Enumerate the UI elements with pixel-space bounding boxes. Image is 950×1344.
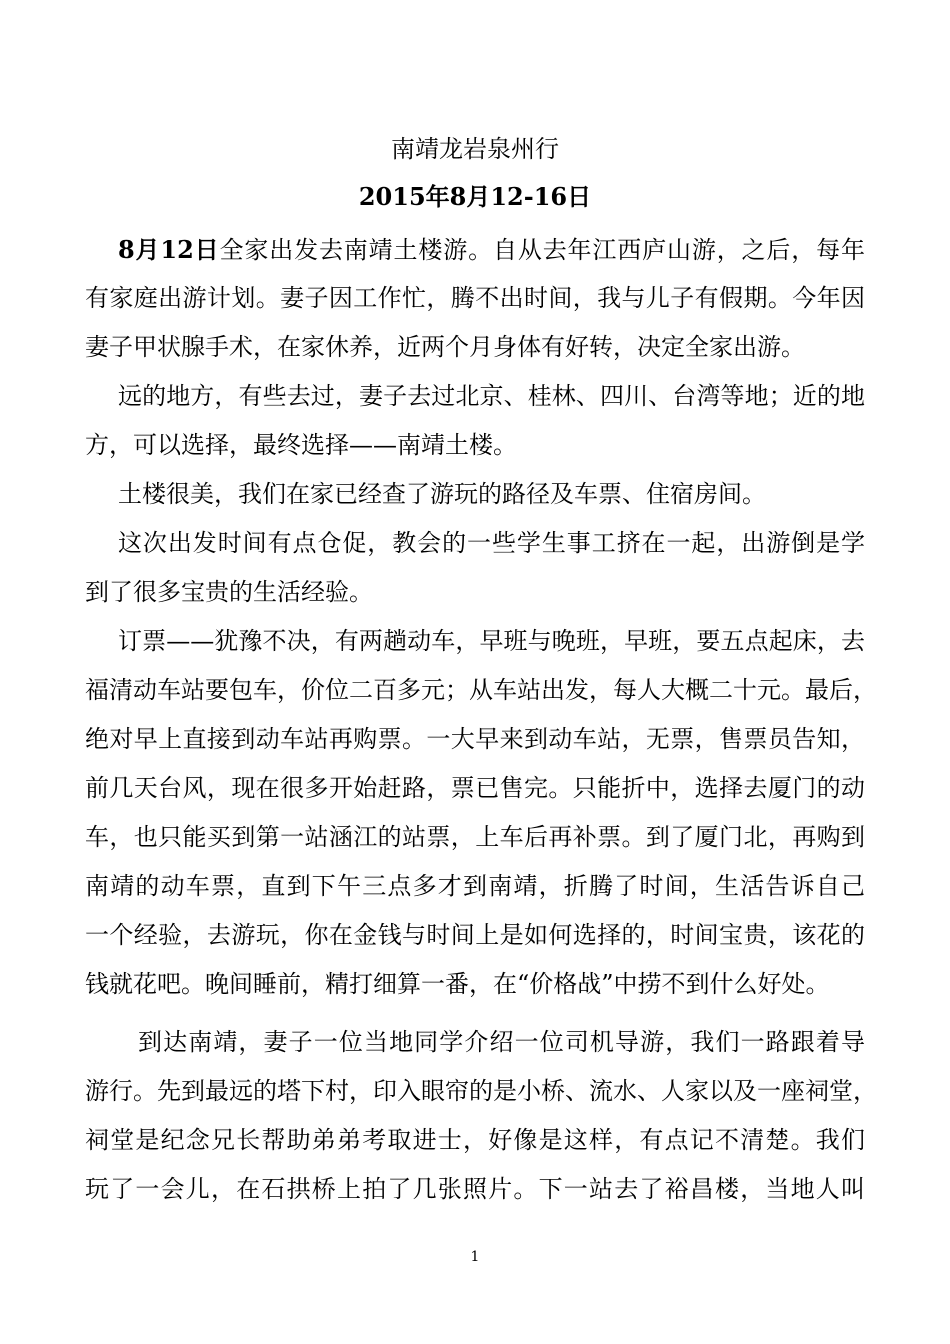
- paragraph-2-line-1: 远的地方，有些去过，妻子去过北京、桂林、四川、台湾等地；近的地: [118, 382, 865, 410]
- paragraph-6-line-4: 玩了一会儿，在石拱桥上拍了几张照片。下一站去了裕昌楼，当地人叫: [85, 1175, 865, 1203]
- paragraph-6-line-1: 到达南靖，妻子一位当地同学介绍一位司机导游，我们一路跟着导: [138, 1028, 865, 1056]
- paragraph-4-line-2: 到了很多宝贵的生活经验。: [85, 578, 373, 606]
- paragraph-3-line-1: 土楼很美，我们在家已经查了游玩的路径及车票、住宿房间。: [118, 480, 766, 508]
- document-title: 南靖龙岩泉州行: [391, 135, 559, 163]
- paragraph-5-line-5: 车，也只能买到第一站涵江的站票，上车后再补票。到了厦门北，再购到: [85, 823, 865, 851]
- paragraph-1-line-2: 有家庭出游计划。妻子因工作忙，腾不出时间，我与儿子有假期。今年因: [85, 284, 865, 312]
- paragraph-6-line-2: 游行。先到最远的塔下村，印入眼帘的是小桥、流水、人家以及一座祠堂，: [85, 1077, 877, 1105]
- paragraph-1-line-1-text: 全家出发去南靖土楼游。自从去年江西庐山游，之后，每年: [219, 236, 865, 264]
- paragraph-5-line-1: 订票——犹豫不决，有两趟动车，早班与晚班，早班，要五点起床，去: [118, 627, 865, 655]
- document-date: 2015年8月12-16日: [358, 182, 592, 211]
- paragraph-5-line-7: 一个经验，去游玩，你在金钱与时间上是如何选择的，时间宝贵，该花的: [85, 921, 865, 949]
- paragraph-5-line-8: 钱就花吧。晚间睡前，精打细算一番，在“价格战”中捞不到什么好处。: [85, 970, 830, 998]
- paragraph-5-line-3: 绝对早上直接到动车站再购票。一大早来到动车站，无票，售票员告知，: [85, 725, 865, 753]
- paragraph-6-line-3: 祠堂是纪念兄长帮助弟弟考取进士，好像是这样，有点记不清楚。我们: [85, 1126, 865, 1154]
- paragraph-2-line-2: 方，可以选择，最终选择——南靖土楼。: [85, 431, 517, 459]
- paragraph-1-line-1: [118, 234, 865, 266]
- paragraph-4-line-1: 这次出发时间有点仓促，教会的一些学生事工挤在一起，出游倒是学: [118, 529, 865, 557]
- paragraph-5-line-2: 福清动车站要包车，价位二百多元；从车站出发，每人大概二十元。最后，: [85, 676, 877, 704]
- paragraph-5-line-4: 前几天台风，现在很多开始赶路，票已售完。只能折中，选择去厦门的动: [85, 774, 865, 802]
- paragraph-1-line-3: 妻子甲状腺手术，在家休养，近两个月身体有好转，决定全家出游。: [85, 333, 805, 361]
- page-number: 1: [470, 1249, 480, 1265]
- paragraph-5-line-6: 南靖的动车票，直到下午三点多才到南靖，折腾了时间，生活告诉自己: [85, 872, 865, 900]
- bold-date: 8月12日: [118, 235, 220, 264]
